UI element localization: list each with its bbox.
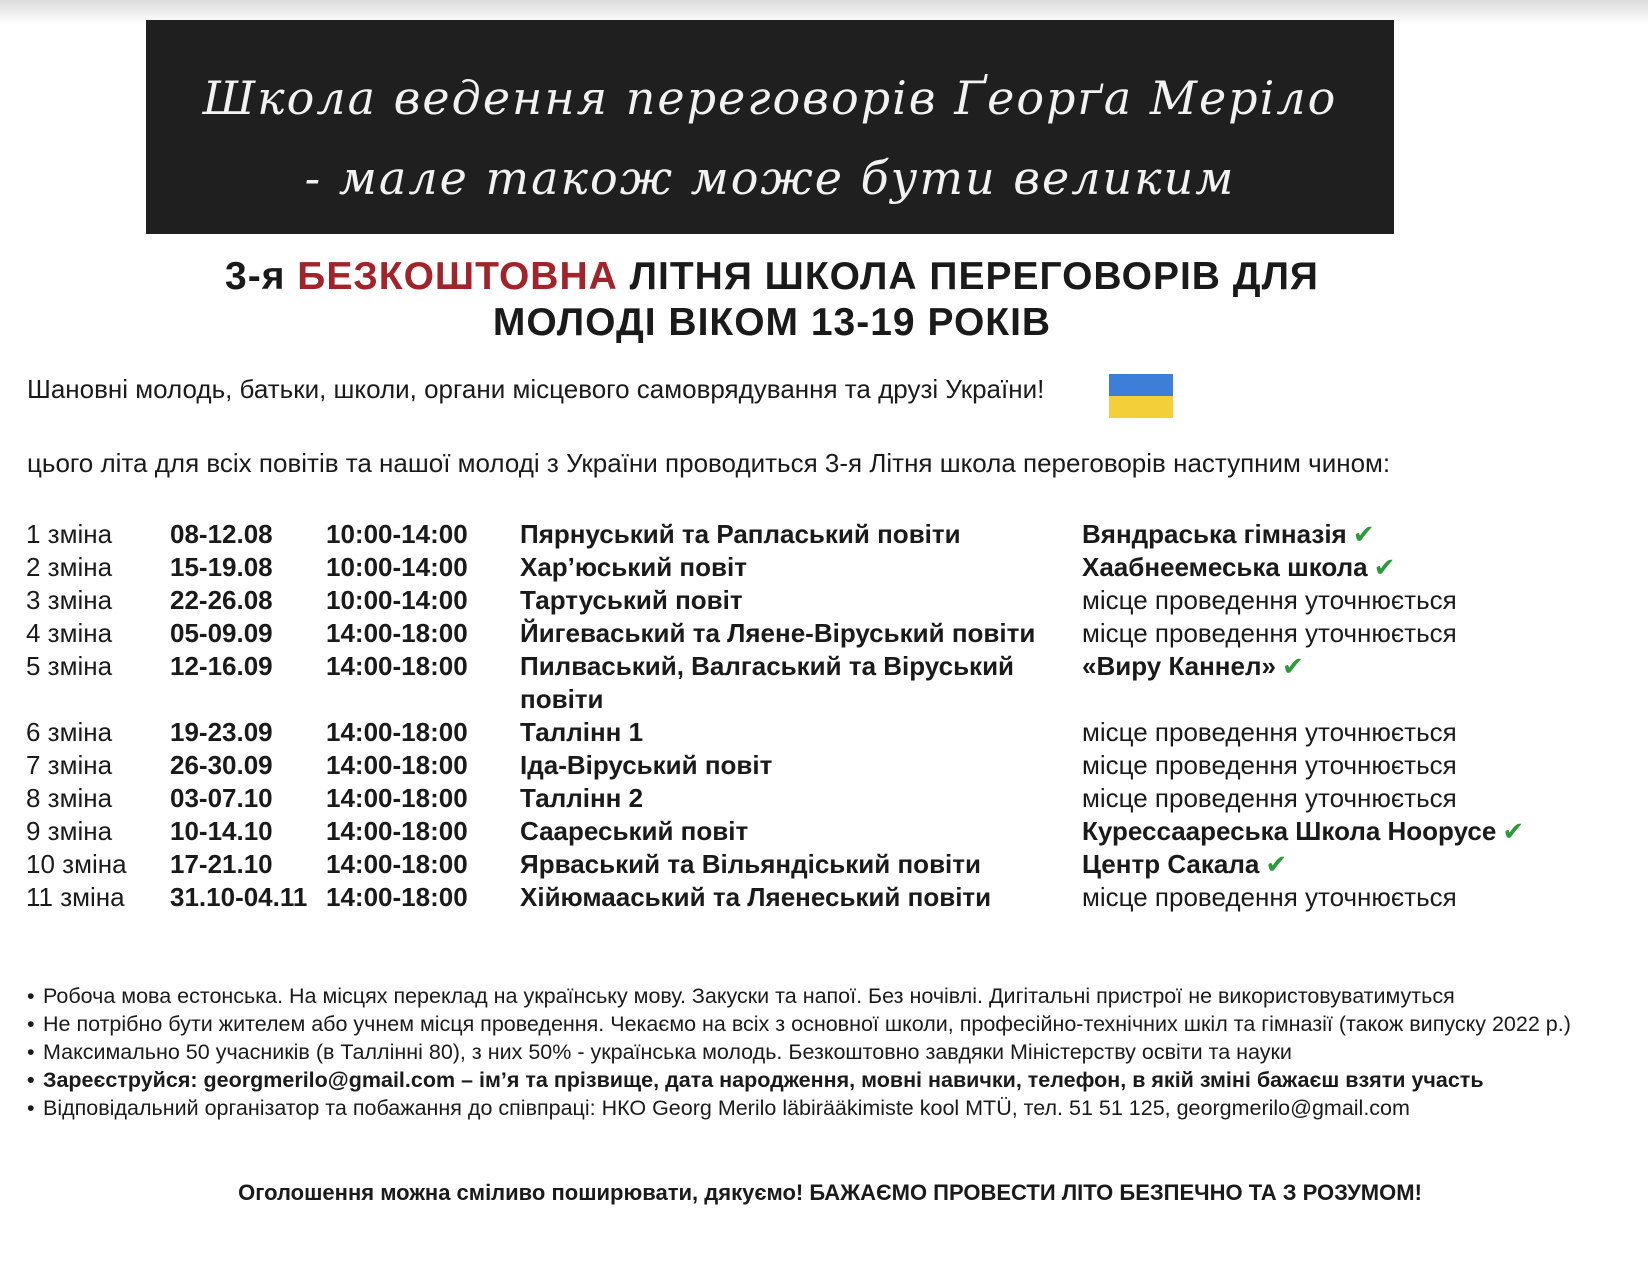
- venue-cell: [1082, 584, 1524, 617]
- time-cell: 14:00-18:00: [326, 882, 468, 912]
- intro-text: цього літа для всіх повітів та нашої молоді з України проводиться 3-я Літня школа переговорів наступним чином:: [27, 448, 1391, 478]
- shift-cell: 10 зміна: [26, 849, 127, 879]
- empty-cell: [26, 683, 170, 716]
- time-cell: 14:00-18:00: [326, 750, 468, 780]
- area-cell: Пярнуський та Рапласький повіти: [520, 519, 961, 549]
- note-item: • Не потрібно бути жителем або учнем місця проведення. Чекаємо на всіх з основної школи, професійно-технічних шкіл та гімназії (також випуску 2022 р.): [27, 1010, 1627, 1038]
- venue-label: Вяндраська гімназія: [1082, 519, 1347, 549]
- schedule-row: [26, 716, 1524, 749]
- confirmed-check-icon: ✔: [1352, 519, 1375, 549]
- area-cell: Ярваський та Вільяндіський повіти: [520, 849, 981, 879]
- greeting-text: Шановні молодь, батьки, школи, органи місцевого самоврядування та друзі України!: [27, 374, 1045, 404]
- note-item: • Максимально 50 учасників (в Таллінні 80), з них 50% - українська молодь. Безкоштовно завдяки Міністерству освіти та науки: [27, 1038, 1627, 1066]
- note-item: • Відповідальний організатор та побажання до співпраці: НКО Georg Merilo läbirääkimiste kool MTÜ, тел. 51 51 125, georgmerilo@gmail.com: [27, 1094, 1627, 1122]
- confirmed-check-icon: ✔: [1502, 816, 1525, 846]
- shift-cell: 2 зміна: [26, 552, 113, 582]
- area-cell: Хійюмааський та Ляенеський повіти: [520, 882, 992, 912]
- schedule-row: [26, 782, 1524, 815]
- schedule-row-continuation: [26, 683, 1524, 716]
- note-item: • Зареєструйся: georgmerilo@gmail.com – ім’я та прізвище, дата народження, мовні навички, телефон, в якій зміні бажаєш взяти участь: [27, 1066, 1627, 1094]
- time-cell: 10:00-14:00: [326, 519, 468, 549]
- confirmed-check-icon: ✔: [1373, 552, 1396, 582]
- area-cell: Таллінн 1: [520, 717, 644, 747]
- dates-cell: 05-09.09: [170, 618, 273, 648]
- confirmed-check-icon: ✔: [1281, 651, 1304, 681]
- headline: [0, 254, 1544, 346]
- dates-cell: 19-23.09: [170, 717, 273, 747]
- note-item: • Робоча мова естонська. На місцях переклад на українську мову. Закуски та напої. Без ночівлі. Дигітальні пристрої не використовуватимуться: [27, 982, 1627, 1010]
- venue-cell: [1082, 848, 1524, 881]
- empty-cell: [170, 683, 326, 716]
- venue-label: місце проведення уточнюється: [1082, 882, 1457, 912]
- area-cell: Саареський повіт: [520, 816, 749, 846]
- area-cell: Таллінн 2: [520, 783, 644, 813]
- venue-cell: [1082, 881, 1524, 914]
- ukraine-flag-icon: [1109, 374, 1173, 418]
- shift-cell: 8 зміна: [26, 783, 113, 813]
- venue-cell: [1082, 650, 1524, 683]
- venue-label: «Виру Каннел»: [1082, 651, 1276, 681]
- shift-cell: 3 зміна: [26, 585, 113, 615]
- venue-cell: [1082, 749, 1524, 782]
- venue-label: місце проведення уточнюється: [1082, 585, 1457, 615]
- banner-line-2: - мале також може бути великим: [304, 151, 1236, 205]
- time-cell: 14:00-18:00: [326, 783, 468, 813]
- flag-blue-stripe: [1109, 374, 1173, 396]
- venue-label: Центр Сакала: [1082, 849, 1260, 879]
- schedule-table: [26, 518, 1524, 914]
- confirmed-check-icon: ✔: [1265, 849, 1288, 879]
- dates-cell: 17-21.10: [170, 849, 273, 879]
- venue-cell: [1082, 617, 1524, 650]
- headline-prefix: 3-я: [225, 255, 298, 298]
- shift-cell: 6 зміна: [26, 717, 113, 747]
- dates-cell: 03-07.10: [170, 783, 273, 813]
- schedule-row: [26, 518, 1524, 551]
- banner-line-1: Школа ведення переговорів Ґеорґа Меріло: [202, 71, 1338, 125]
- venue-cell: [1082, 518, 1524, 551]
- shift-cell: 7 зміна: [26, 750, 113, 780]
- venue-label: місце проведення уточнюється: [1082, 750, 1457, 780]
- dates-cell: 26-30.09: [170, 750, 273, 780]
- area-cell: Йигеваський та Ляене-Віруський повіти: [520, 618, 1036, 648]
- area-cell: Пилваський, Валгаський та Віруський: [520, 651, 1015, 681]
- time-cell: 14:00-18:00: [326, 849, 468, 879]
- shift-cell: 11 зміна: [26, 882, 125, 912]
- schedule-row: [26, 551, 1524, 584]
- schedule-row: [26, 749, 1524, 782]
- schedule-row: [26, 650, 1524, 683]
- shift-cell: 4 зміна: [26, 618, 113, 648]
- dates-cell: 31.10-04.11: [170, 882, 308, 912]
- venue-label: місце проведення уточнюється: [1082, 618, 1457, 648]
- shift-cell: 5 зміна: [26, 651, 113, 681]
- area-cell: Тартуський повіт: [520, 585, 743, 615]
- schedule-row: [26, 815, 1524, 848]
- schedule-row: [26, 617, 1524, 650]
- venue-label: місце проведення уточнюється: [1082, 783, 1457, 813]
- venue-cell: [1082, 782, 1524, 815]
- schedule-body: [26, 518, 1524, 914]
- empty-cell: [326, 683, 520, 716]
- title-banner: [146, 20, 1394, 234]
- headline-rest: ЛІТНЯ ШКОЛА ПЕРЕГОВОРІВ ДЛЯ: [617, 255, 1319, 298]
- time-cell: 10:00-14:00: [326, 585, 468, 615]
- area-cell: Хар’юський повіт: [520, 552, 747, 582]
- schedule-row: [26, 881, 1524, 914]
- venue-cell: [1082, 815, 1524, 848]
- footer-text: Оголошення можна сміливо поширювати, дякуємо! БАЖАЄМО ПРОВЕСТИ ЛІТО БЕЗПЕЧНО ТА З РОЗУМОМ!: [238, 1180, 1422, 1205]
- venue-label: місце проведення уточнюється: [1082, 717, 1457, 747]
- empty-cell: [1082, 683, 1524, 716]
- dates-cell: 10-14.10: [170, 816, 273, 846]
- venue-cell: [1082, 716, 1524, 749]
- time-cell: 14:00-18:00: [326, 651, 468, 681]
- shift-cell: 1 зміна: [26, 519, 113, 549]
- time-cell: 14:00-18:00: [326, 816, 468, 846]
- time-cell: 10:00-14:00: [326, 552, 468, 582]
- area-cell-continuation: повіти: [520, 684, 604, 714]
- notes-list: [27, 982, 1627, 1122]
- area-cell: Іда-Віруський повіт: [520, 750, 773, 780]
- dates-cell: 08-12.08: [170, 519, 273, 549]
- dates-cell: 15-19.08: [170, 552, 273, 582]
- schedule-row: [26, 848, 1524, 881]
- schedule-row: [26, 584, 1524, 617]
- headline-line-1: [0, 254, 1544, 300]
- venue-label: Хаабнеемеська школа: [1082, 552, 1368, 582]
- shift-cell: 9 зміна: [26, 816, 113, 846]
- time-cell: 14:00-18:00: [326, 717, 468, 747]
- flag-yellow-stripe: [1109, 396, 1173, 418]
- time-cell: 14:00-18:00: [326, 618, 468, 648]
- headline-accent: БЕЗКОШТОВНА: [297, 255, 618, 298]
- venue-cell: [1082, 551, 1524, 584]
- dates-cell: 22-26.08: [170, 585, 273, 615]
- dates-cell: 12-16.09: [170, 651, 273, 681]
- venue-label: Курессаареська Школа Ноорусе: [1082, 816, 1497, 846]
- headline-line-2: МОЛОДІ ВІКОМ 13-19 РОКІВ: [492, 301, 1052, 344]
